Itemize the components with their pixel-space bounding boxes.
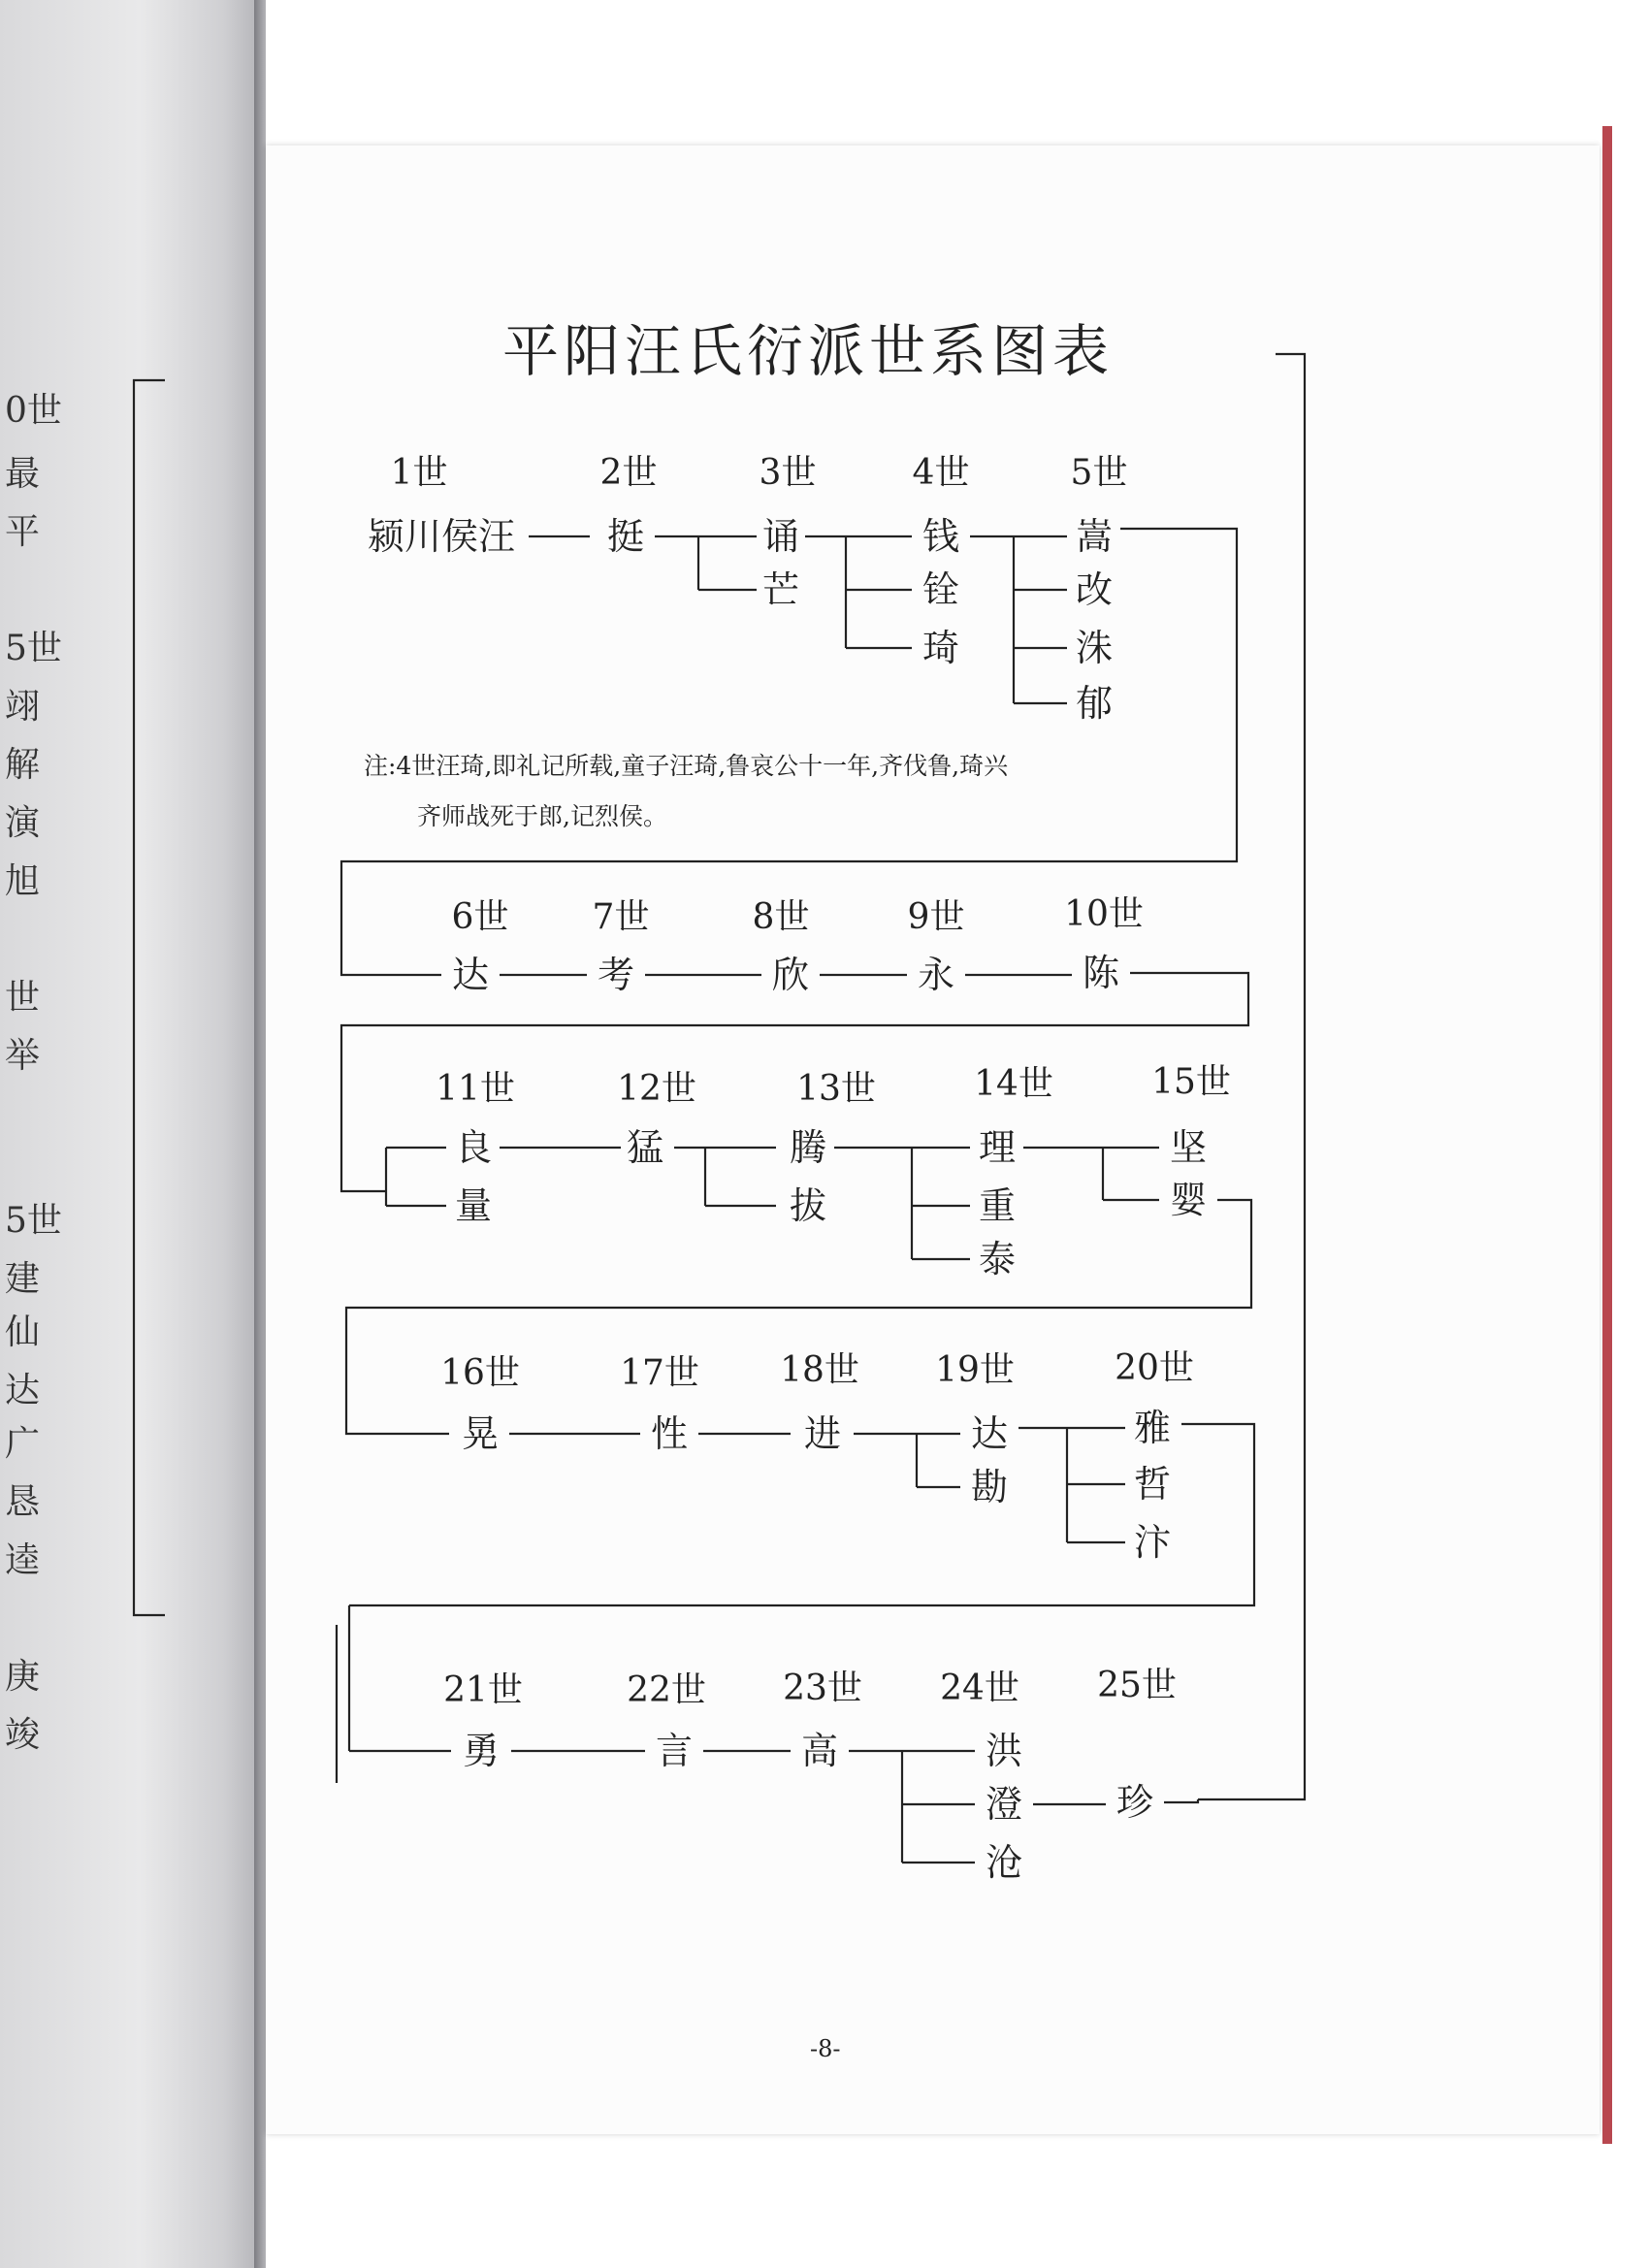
generation-label: 7世 [592, 897, 650, 937]
generation-label: 10世 [1064, 894, 1144, 934]
left-page-text: 旭 [5, 861, 41, 901]
generation-label: 19世 [935, 1350, 1015, 1390]
person-name: 坚 [1167, 1129, 1210, 1166]
left-page-text: 平 [5, 512, 41, 552]
left-page-text: 翊 [5, 687, 41, 727]
left-page-text: 最 [5, 454, 41, 494]
page-title: 平阳汪氏衍派世系图表 [502, 318, 1115, 384]
person-name: 哲 [1131, 1466, 1174, 1503]
person-name: 诵 [760, 518, 802, 555]
generation-label: 9世 [907, 897, 965, 937]
person-name: 重 [976, 1187, 1018, 1224]
left-page-text: 5世 [5, 629, 62, 668]
person-name: 达 [968, 1415, 1011, 1452]
generation-label: 11世 [436, 1069, 515, 1109]
generation-label: 15世 [1151, 1062, 1231, 1102]
left-page-text: 举 [5, 1036, 41, 1076]
person-name: 洪 [983, 1733, 1025, 1769]
person-name: 珍 [1114, 1784, 1156, 1821]
left-page-text: 仙 [5, 1312, 41, 1352]
person-name: 勘 [968, 1469, 1011, 1506]
person-name: 量 [452, 1187, 495, 1224]
person-name: 良 [452, 1129, 495, 1166]
generation-label: 25世 [1097, 1666, 1177, 1705]
left-page-text: 广 [5, 1424, 41, 1464]
generation-label: 16世 [440, 1353, 520, 1393]
person-name: 澄 [983, 1786, 1025, 1823]
generation-label: 23世 [783, 1669, 862, 1708]
person-name: 泰 [976, 1241, 1018, 1278]
left-page-text: 逵 [5, 1540, 41, 1580]
left-page-text: 建 [5, 1259, 41, 1299]
generation-label: 5世 [1070, 453, 1128, 493]
person-name: 芒 [760, 571, 802, 608]
generation-label: 8世 [752, 897, 810, 937]
person-name: 拔 [787, 1187, 829, 1224]
generation-label: 4世 [912, 453, 970, 493]
left-page-text: 解 [5, 745, 41, 785]
generation-label: 17世 [620, 1353, 699, 1393]
person-name: 雅 [1131, 1409, 1174, 1446]
generation-label: 14世 [974, 1064, 1053, 1104]
person-name: 言 [653, 1733, 695, 1769]
footnote-line: 齐师战死于郎,记烈侯。 [417, 802, 667, 830]
page-number: -8- [810, 2035, 841, 2062]
person-name: 琦 [920, 630, 962, 666]
person-name: 铨 [920, 571, 962, 608]
person-name: 进 [801, 1415, 844, 1452]
footnote-line: 注:4世汪琦,即礼记所载,童子汪琦,鲁哀公十一年,齐伐鲁,琦兴 [364, 752, 1009, 780]
person-name: 挺 [604, 518, 647, 555]
generation-label: 13世 [796, 1069, 876, 1109]
person-name: 腾 [787, 1129, 829, 1166]
left-page-text: 世 [5, 978, 41, 1018]
person-name: 陈 [1080, 955, 1122, 991]
left-page-text: 演 [5, 803, 41, 843]
person-name: 汴 [1131, 1524, 1174, 1561]
person-name: 永 [915, 956, 957, 993]
left-page-text: 0世 [5, 391, 62, 431]
person-name: 猛 [624, 1129, 666, 1166]
left-page-text: 恳 [5, 1482, 41, 1522]
generation-label: 18世 [780, 1350, 859, 1390]
generation-label: 12世 [617, 1069, 696, 1109]
person-name: 考 [595, 956, 637, 993]
generation-label: 20世 [1115, 1348, 1194, 1388]
generation-label: 24世 [940, 1669, 1019, 1708]
person-name: 高 [798, 1733, 841, 1769]
generation-label: 2世 [599, 453, 658, 493]
person-name: 改 [1073, 571, 1116, 608]
person-name: 沧 [983, 1844, 1025, 1881]
generation-label: 21世 [443, 1670, 523, 1710]
person-name: 洙 [1073, 630, 1116, 666]
person-name: 婴 [1167, 1182, 1210, 1218]
generation-label: 6世 [451, 897, 509, 937]
person-name: 欣 [769, 956, 812, 993]
person-name: 理 [976, 1129, 1018, 1166]
generation-label: 3世 [759, 453, 817, 493]
left-page-text: 竣 [5, 1715, 41, 1755]
left-page-text: 5世 [5, 1201, 62, 1241]
person-name: 达 [449, 956, 492, 993]
person-name: 性 [648, 1415, 691, 1452]
person-name: 勇 [460, 1733, 502, 1769]
person-name: 郁 [1073, 685, 1116, 722]
person-name: 钱 [920, 518, 962, 555]
person-name: 晃 [459, 1415, 501, 1452]
generation-label: 1世 [390, 453, 448, 493]
generation-label: 22世 [627, 1670, 706, 1710]
left-page-text: 庚 [5, 1657, 41, 1697]
left-page-text: 达 [5, 1371, 41, 1410]
person-name: 颍川侯汪 [365, 518, 518, 555]
person-name: 嵩 [1073, 518, 1116, 555]
